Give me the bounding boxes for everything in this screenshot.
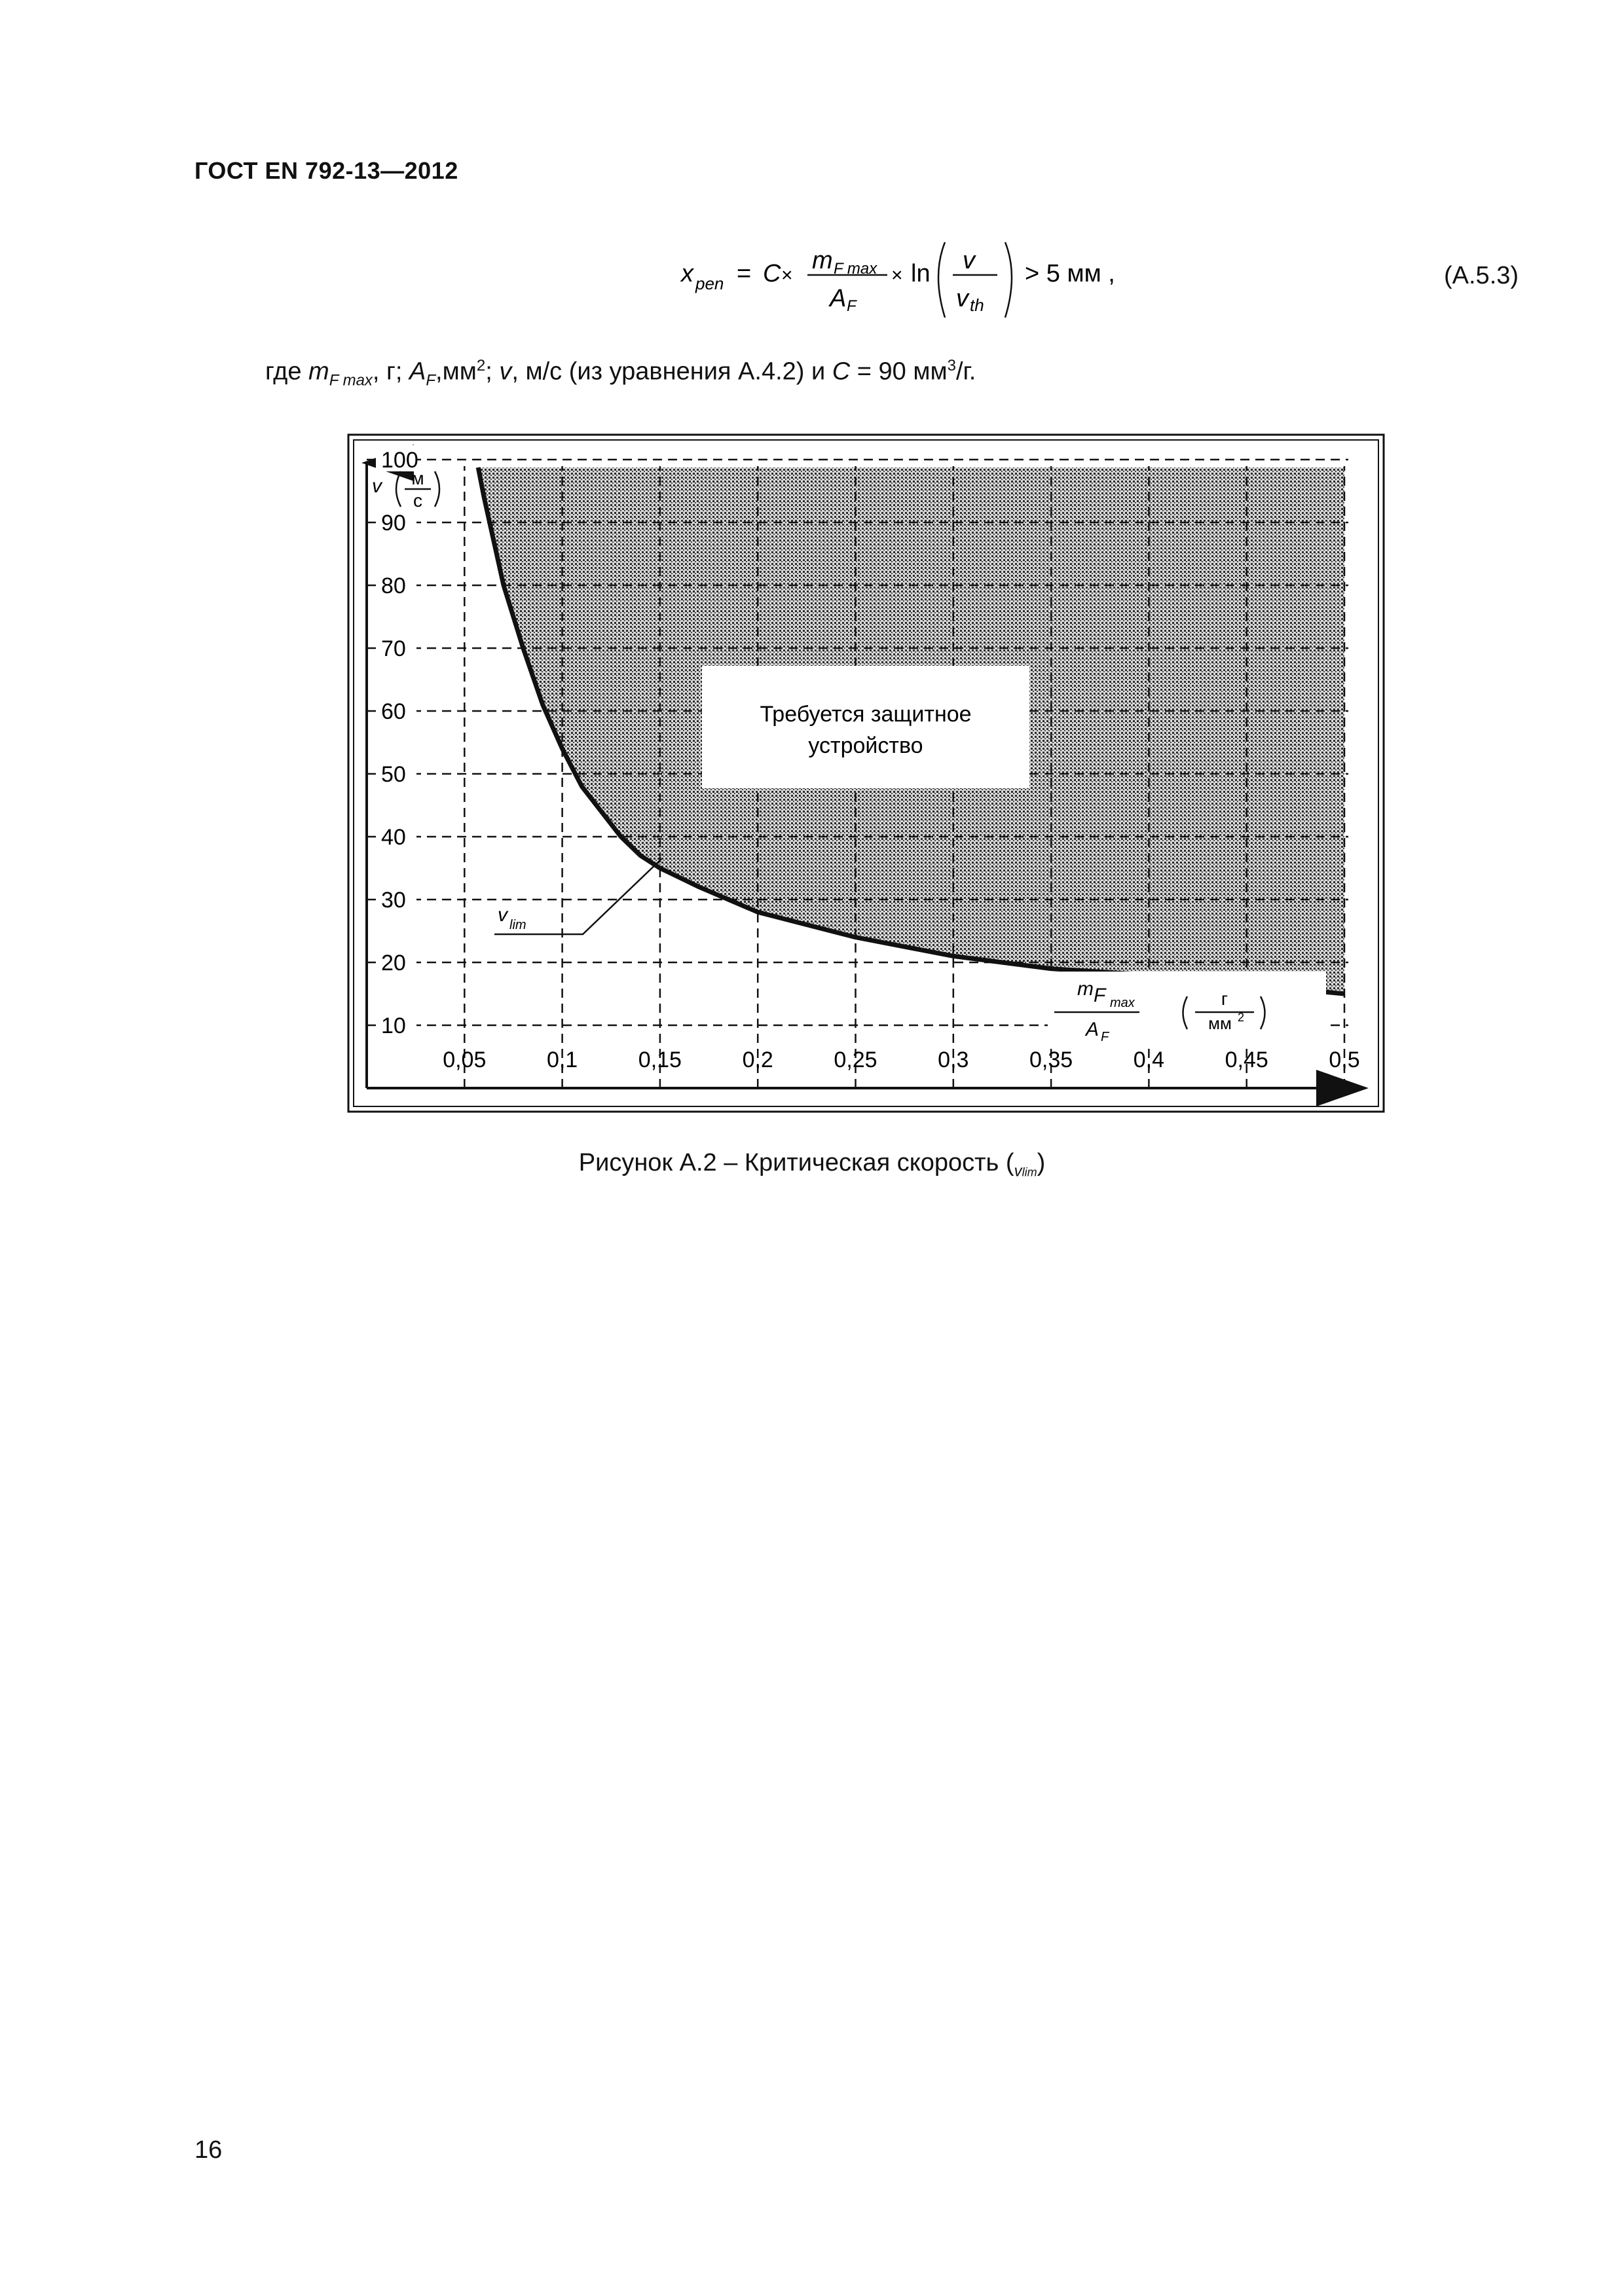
formula-denominator: A	[830, 285, 847, 312]
formula-rhs: > 5 мм ,	[1025, 260, 1115, 287]
figure-critical-velocity	[347, 433, 1385, 1113]
y-axis-label-unit-den: с	[413, 490, 422, 511]
x-axis-label-unit-num: г	[1221, 989, 1228, 1009]
formula-ln: ln	[911, 260, 931, 287]
formula-paren-left	[938, 242, 945, 318]
chart-svg	[347, 433, 1385, 1113]
y-tick-label: 100	[381, 448, 418, 473]
formula-denominator-sub: F	[847, 297, 857, 315]
where-t2: ,мм	[435, 357, 477, 386]
caption-sub2: lim	[1022, 1165, 1037, 1179]
x-axis-label-unit-sup: 2	[1238, 1011, 1245, 1024]
y-axis-label-var: v	[372, 475, 382, 497]
x-tick-label: 0,25	[834, 1048, 877, 1072]
where-c: C	[832, 357, 851, 386]
where-t3: ;	[485, 357, 500, 386]
curve-label-sub: lim	[509, 918, 526, 932]
formula-number: (A.5.3)	[1444, 262, 1519, 289]
formula-times-2: ×	[891, 264, 903, 286]
region-label	[702, 666, 1029, 788]
where-sup2: 2	[476, 357, 486, 374]
where-a: A	[409, 357, 426, 386]
formula-times-1: ×	[781, 264, 793, 286]
region-label-line2: устройство	[808, 733, 923, 758]
figure-caption	[0, 1149, 1624, 1181]
where-t1: , г;	[372, 357, 410, 386]
region-label-line1: Требуется защитное	[760, 702, 972, 727]
y-axis-label-unit-num: м	[411, 468, 424, 488]
x-axis-label-num-sub2: max	[1110, 996, 1135, 1010]
caption-close: )	[1037, 1149, 1046, 1176]
caption-sub: v	[1014, 1162, 1022, 1180]
formula-equals: =	[737, 260, 752, 287]
formula-numerator: m	[812, 247, 833, 274]
x-tick-label: 0,15	[638, 1048, 682, 1072]
where-t4: , м/с (из уравнения А.4.2) и	[511, 357, 832, 386]
x-tick-label: 0,45	[1225, 1048, 1268, 1072]
y-tick-label: 90	[381, 511, 406, 536]
x-tick-label: 0,1	[546, 1048, 578, 1072]
where-prefix: где	[265, 357, 309, 386]
x-axis-label-num: m	[1077, 978, 1094, 1000]
y-tick-label: 40	[381, 825, 406, 850]
y-tick-label: 10	[381, 1013, 406, 1038]
y-tick-label: 20	[381, 951, 406, 975]
where-m-sub: F max	[329, 371, 373, 390]
x-tick-label: 0,05	[443, 1048, 487, 1072]
formula-ln-num: v	[963, 247, 975, 274]
where-t5: = 90 мм	[850, 357, 948, 386]
where-line	[265, 357, 976, 390]
formula-ln-den: v	[956, 285, 969, 312]
y-tick-label: 70	[381, 636, 406, 661]
formula-lhs-var: x	[681, 260, 693, 287]
formula-paren-right	[1005, 242, 1012, 318]
document-header: ГОСТ EN 792-13—2012	[194, 157, 458, 184]
where-t6: /г.	[955, 357, 976, 386]
y-tick-label: 80	[381, 574, 406, 598]
y-tick-label: 30	[381, 888, 406, 913]
y-tick-label: 50	[381, 762, 406, 787]
x-axis-label-den: A	[1086, 1019, 1099, 1040]
page-number: 16	[194, 2136, 223, 2164]
x-tick-label: 0,2	[742, 1048, 773, 1072]
formula-a53	[678, 236, 1136, 327]
formula-ln-den-sub: th	[970, 295, 984, 315]
x-tick-label: 0,4	[1133, 1048, 1165, 1072]
where-sup3: 3	[947, 357, 956, 374]
where-m: m	[308, 357, 329, 386]
x-axis-label	[1048, 972, 1326, 1047]
formula-constant: C	[763, 260, 781, 287]
y-tick-label: 60	[381, 699, 406, 724]
formula-numerator-sub: F max	[834, 260, 877, 278]
formula-svg	[678, 236, 1136, 327]
x-tick-label: 0,35	[1029, 1048, 1073, 1072]
region-label-box	[702, 666, 1029, 788]
where-v: v	[499, 357, 512, 386]
caption-text: Рисунок А.2 – Критическая скорость (	[578, 1149, 1014, 1176]
formula-lhs-sub: pen	[695, 274, 724, 293]
x-axis-label-den-sub: F	[1101, 1030, 1109, 1044]
x-tick-label: 0,5	[1329, 1048, 1360, 1072]
x-tick-label: 0,3	[938, 1048, 969, 1072]
where-a-sub: F	[426, 371, 436, 390]
curve-label-var: v	[498, 904, 507, 926]
x-axis-label-unit-den: мм	[1208, 1013, 1232, 1033]
x-axis-label-num-sub1: F	[1094, 985, 1106, 1006]
